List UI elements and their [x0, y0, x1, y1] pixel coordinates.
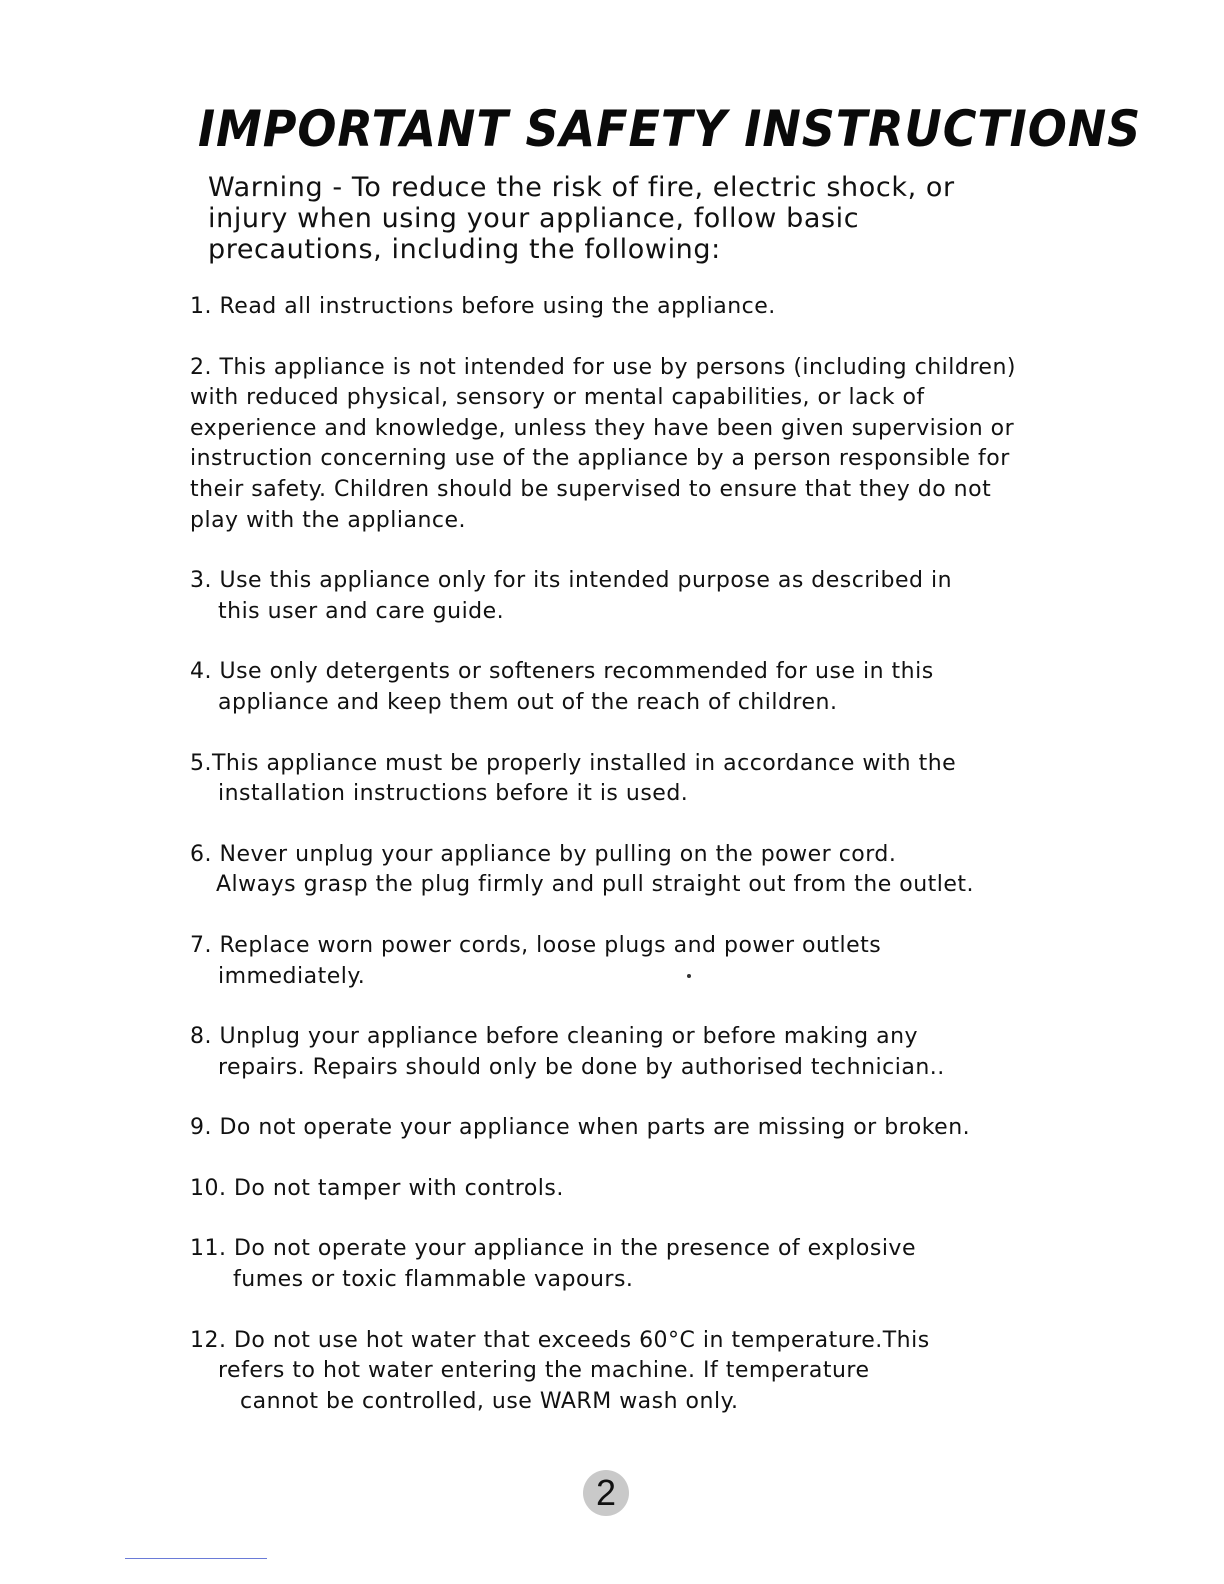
instruction-line: play with the appliance.	[190, 507, 467, 533]
instruction-item-8	[190, 1022, 1070, 1083]
instruction-item-3	[190, 566, 1070, 627]
instruction-item-10	[190, 1174, 1070, 1205]
instruction-line: repairs. Repairs should only be done by authorised technician..	[218, 1054, 945, 1080]
instruction-line: 11. Do not operate your appliance in the presence of explosive	[190, 1236, 916, 1262]
instruction-line: installation instructions before it is used.	[218, 781, 689, 807]
warning-line: Warning - To reduce the risk of fire, electric shock, or	[208, 172, 955, 203]
instruction-line: 10. Do not tamper with controls.	[190, 1175, 564, 1201]
instruction-line: cannot be controlled, use WARM wash only.	[240, 1388, 739, 1414]
instruction-line: immediately.	[218, 963, 366, 989]
instruction-line: 7. Replace worn power cords, loose plugs and power outlets	[190, 932, 882, 958]
instruction-line: 5.This appliance must be properly installed in accordance with the	[190, 750, 957, 776]
page-number-badge: 2	[583, 1470, 629, 1516]
instruction-line: 12. Do not use hot water that exceeds 60°C in temperature.This	[190, 1327, 930, 1353]
instruction-item-2	[190, 353, 1070, 537]
instruction-item-5	[190, 749, 1070, 810]
warning-line: injury when using your appliance, follow basic	[208, 203, 860, 234]
instruction-line: 3. Use this appliance only for its intended purpose as described in	[190, 568, 953, 594]
footer-rule	[125, 1558, 267, 1559]
instruction-line: 9. Do not operate your appliance when parts are missing or broken.	[190, 1115, 971, 1141]
instruction-item-11	[190, 1234, 1070, 1295]
warning-line: precautions, including the following:	[208, 234, 721, 265]
instruction-line: fumes or toxic flammable vapours.	[233, 1267, 634, 1293]
instruction-line: 1. Read all instructions before using the appliance.	[190, 294, 776, 319]
warning-intro	[208, 172, 1008, 265]
instruction-line: 4. Use only detergents or softeners recommended for use in this	[190, 659, 934, 685]
instruction-item-1	[190, 292, 1070, 323]
safety-instructions-list	[190, 292, 1070, 1447]
instruction-item-6	[190, 840, 1070, 901]
instruction-line: their safety. Children should be supervised to ensure that they do not	[190, 476, 992, 502]
instruction-line: refers to hot water entering the machine. If temperature	[218, 1358, 870, 1384]
instruction-line: instruction concerning use of the appliance by a person responsible for	[190, 446, 1010, 472]
instruction-line: 6. Never unplug your appliance by pulling on the power cord.	[190, 841, 897, 867]
instruction-line: 2. This appliance is not intended for use by persons (including children)	[190, 354, 1016, 380]
instruction-item-12	[190, 1326, 1070, 1418]
page-title: IMPORTANT SAFETY INSTRUCTIONS	[198, 100, 1142, 158]
instruction-item-9	[190, 1113, 1070, 1144]
instruction-line: with reduced physical, sensory or mental capabilities, or lack of	[190, 385, 925, 411]
instruction-item-4	[190, 657, 1070, 718]
instruction-line: 8. Unplug your appliance before cleaning or before making any	[190, 1024, 919, 1050]
instruction-item-7	[190, 931, 1070, 992]
instruction-line: Always grasp the plug firmly and pull straight out from the outlet.	[216, 872, 975, 898]
instruction-line: experience and knowledge, unless they have been given supervision or	[190, 415, 1015, 441]
instruction-line: this user and care guide.	[218, 598, 505, 624]
instruction-line: appliance and keep them out of the reach of children.	[218, 689, 838, 715]
stray-dot	[687, 974, 691, 978]
